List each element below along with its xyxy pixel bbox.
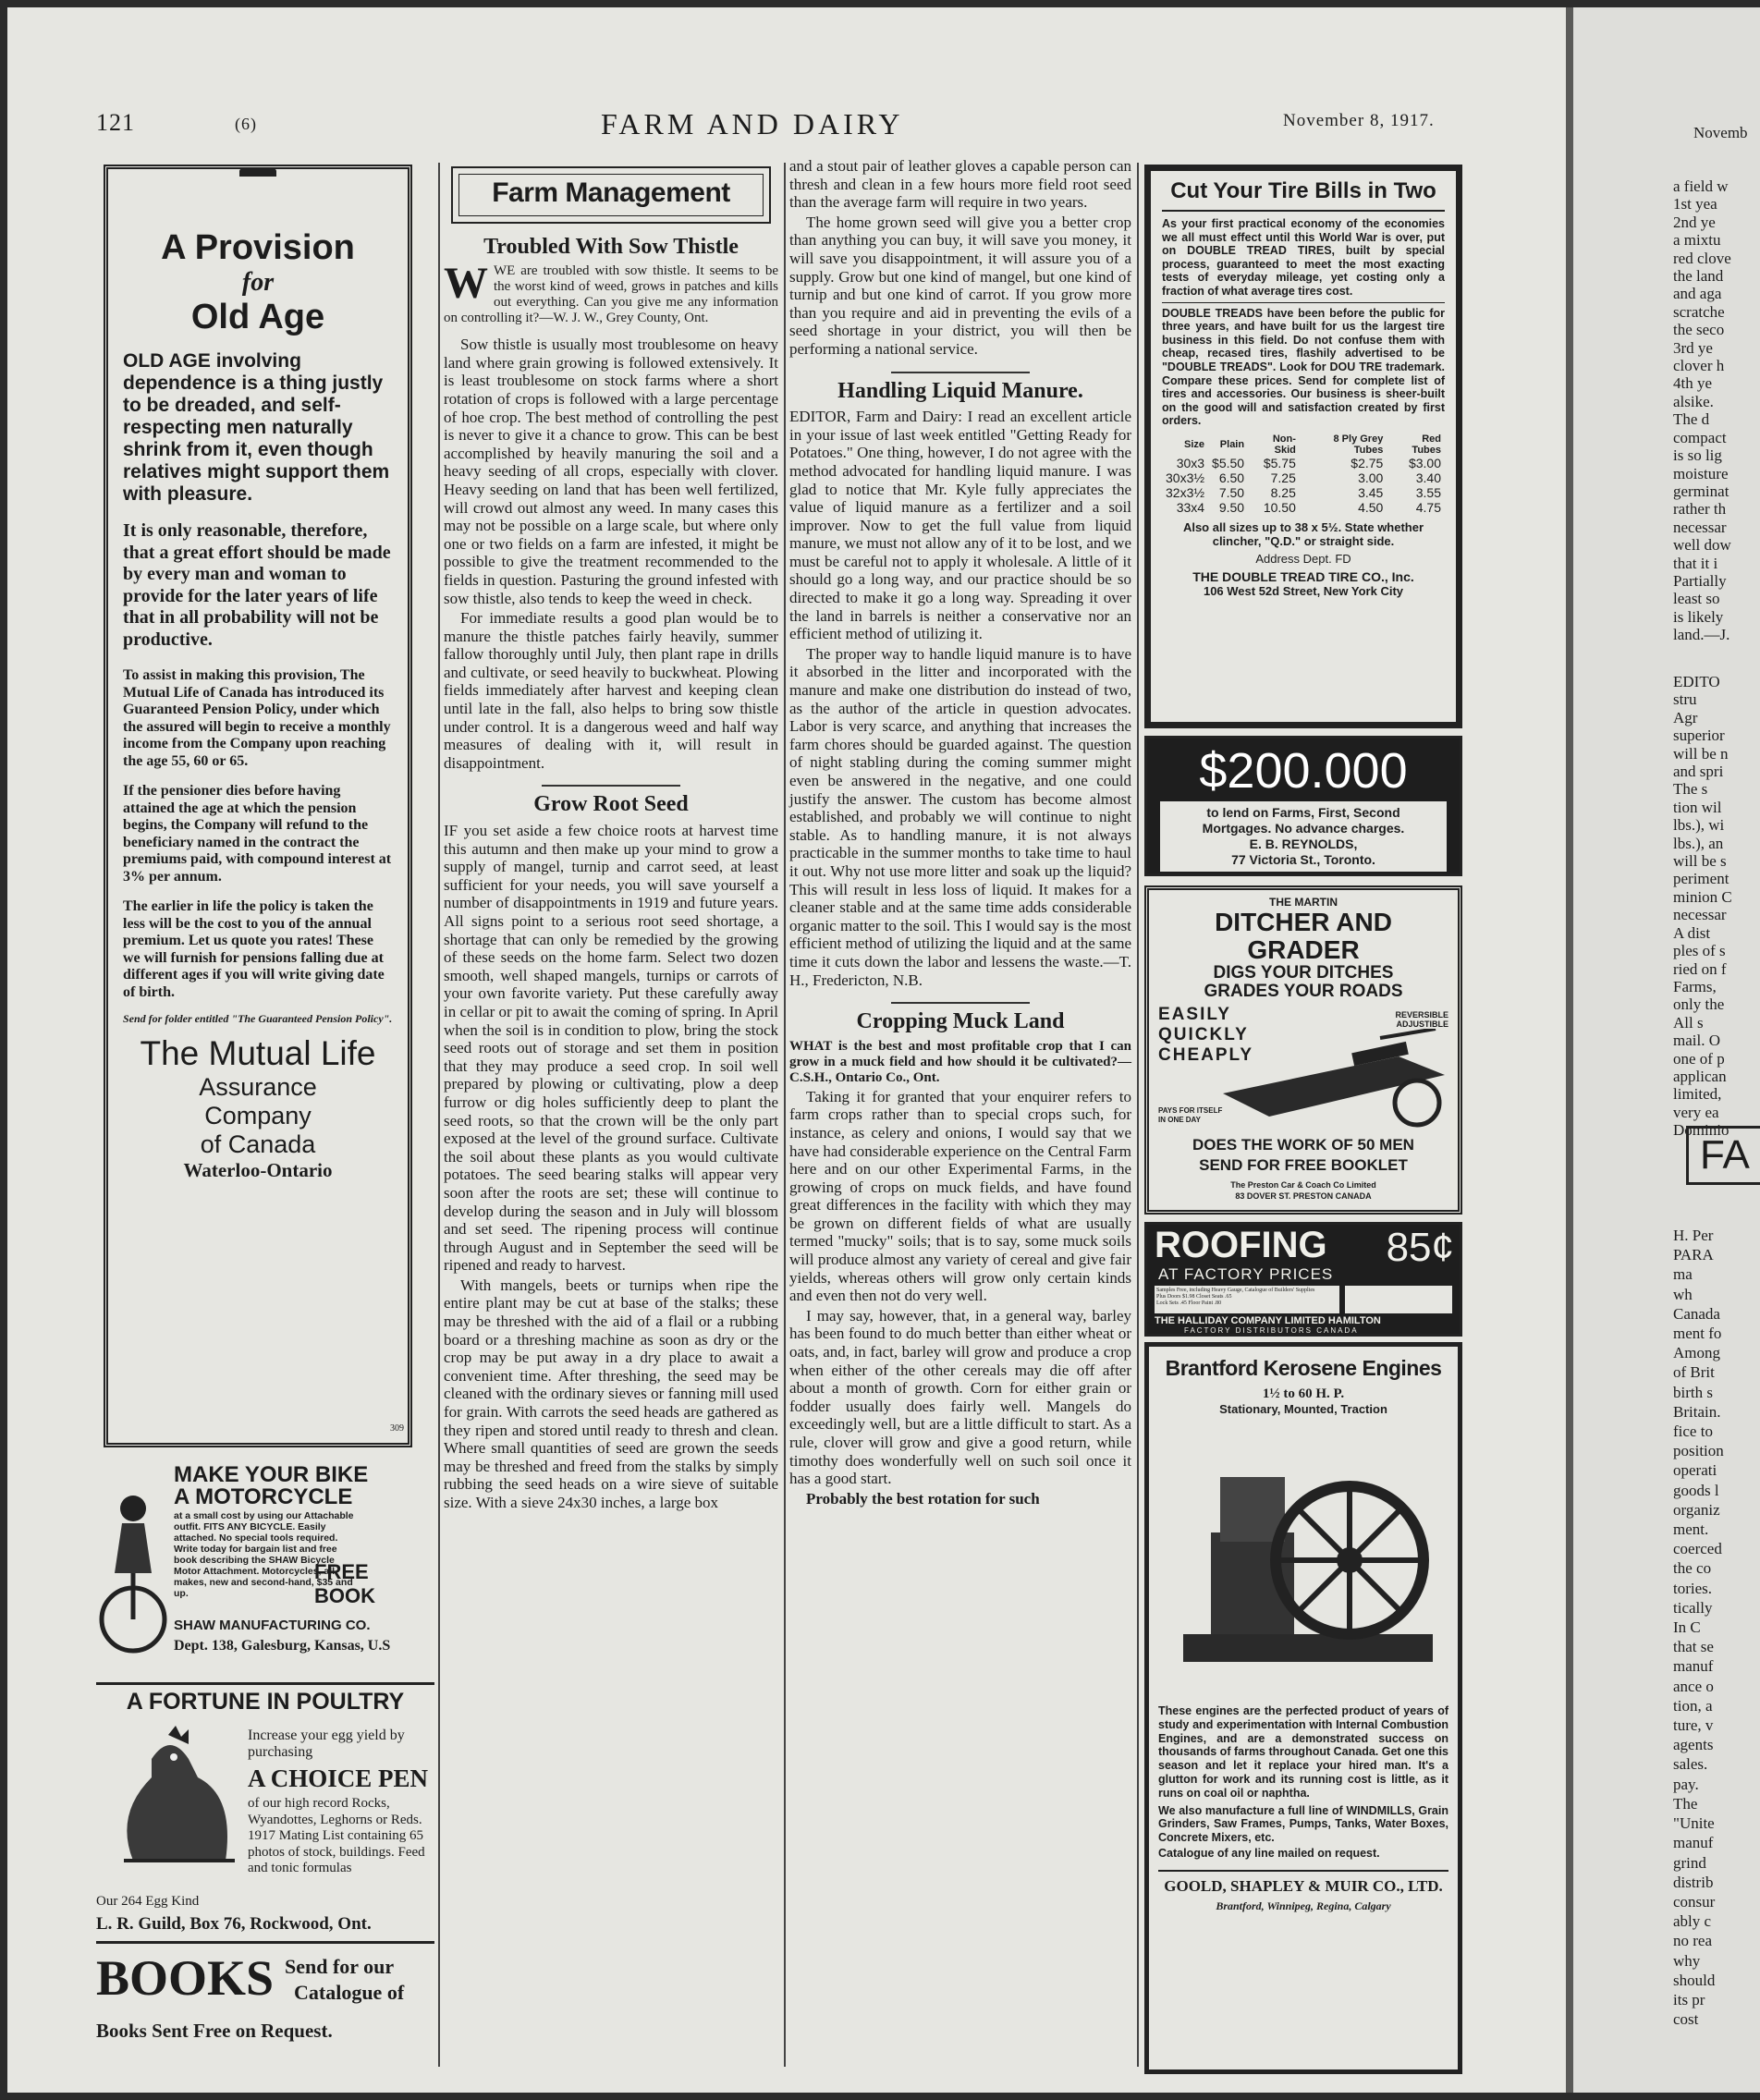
table-cell: 3.00	[1358, 470, 1384, 485]
facing-page-line: In C	[1673, 1618, 1701, 1637]
facing-page-line: fice to	[1673, 1422, 1713, 1441]
books-side-2: Catalogue of	[294, 1981, 405, 2004]
tire-para-3: Also all sizes up to 38 x 5½. State whether clincher, "Q.D." or straight side.	[1182, 519, 1424, 548]
facing-page-line: ture, v	[1673, 1716, 1714, 1735]
facing-page-line: pay.	[1673, 1775, 1699, 1793]
section-box-inner	[458, 174, 764, 216]
facing-page-line: tically	[1673, 1598, 1713, 1617]
facing-page-line: The	[1673, 1794, 1698, 1813]
page-gutter	[1566, 7, 1573, 2093]
article-column-2	[789, 157, 1131, 1509]
facing-page-line: its pr	[1673, 1990, 1705, 2008]
facing-page-line: agents	[1673, 1736, 1714, 1754]
heading-sow-thistle: Troubled With Sow Thistle	[483, 234, 739, 259]
column-rule-2	[784, 163, 786, 2067]
facing-page-line: least so	[1673, 590, 1720, 608]
masthead-title: FARM AND DAIRY	[601, 107, 904, 140]
loan-address: 77 Victoria St., Toronto.	[1231, 852, 1375, 867]
ad-title-1: A Provision	[161, 228, 355, 267]
poultry-body: of our high record Rocks, Wyandottes, Leghorns or Reds. 1917 Mating List containing 65 photos of stock, buildings. Feed and tonic formulas	[248, 1796, 425, 1875]
tire-column-header: Non-Skid	[1272, 433, 1296, 456]
brand-line-4: of Canada	[200, 1130, 316, 1158]
engine-hp: 1½ to 60 H. P.	[1262, 1386, 1345, 1401]
table-cell: 32x3½	[1166, 484, 1205, 500]
facing-page-line: ment.	[1673, 1520, 1709, 1539]
paragraph-7: EDITOR, Farm and Dairy: I read an excellent article in your issue of last week entitled "Getting Ready for Potatoes." One thing, however, I do not agree with the method advocated for handling liquid manure. I was glad to notice that Mr. Kyle fully appreciates the value of liquid manure as a fertilizer and a soil improver. Now to get the full value from liquid manure, we must not allow any of it to be lost, and we must be careful not to apply it wholesale. A little of it should go a long way, and our practice should be so directed to make it go a long way. Spreading it over the land in barrels is neither a conservative nor an efficient method of utilizing it.	[789, 408, 1131, 643]
facing-page-line: and aga	[1673, 285, 1722, 303]
facing-page-line: a mixtu	[1673, 231, 1721, 250]
facing-page-column-3	[1673, 1226, 1724, 2029]
ditcher-sub-1: DIGS YOUR DITCHES	[1213, 963, 1394, 983]
facing-page-line: cost	[1673, 2010, 1699, 2029]
facing-page-line: tion wil	[1673, 798, 1722, 816]
facing-page-line: Farms,	[1673, 977, 1717, 995]
table-cell: 6.50	[1218, 470, 1245, 485]
facing-page-line: 2nd ye	[1673, 213, 1716, 231]
facing-page-line: that it i	[1673, 554, 1718, 572]
roofing-ad	[1144, 1222, 1462, 1337]
paragraph-2: For immediate results a good plan would be to manure the thistle patches fairly heavily, summer fallow thoroughly until July, then plant rape in drills and cultivate, or seed heavily to buckwheat. Plowing fields immediately after harvest and keeping clean until late in the fall, also helps to bring sow thistle under control. It is a dangerous weed and half way measures of dealing with it, will result in disappointment.	[444, 609, 778, 772]
engine-title: Brantford Kerosene Engines	[1165, 1356, 1442, 1380]
facing-page-line: ment fo	[1673, 1325, 1722, 1343]
facing-page-line: stru	[1673, 690, 1697, 709]
facing-page-line: red clove	[1673, 249, 1731, 267]
brand-line-2: Assurance	[199, 1073, 317, 1101]
tire-table-body	[1162, 456, 1445, 515]
facing-page-line: manuf	[1673, 1834, 1714, 1852]
tire-company: THE DOUBLE TREAD TIRE CO., Inc.	[1192, 568, 1414, 584]
facing-page-line: goods l	[1673, 1481, 1719, 1499]
facing-page-line: and spri	[1673, 763, 1724, 781]
table-row	[1162, 470, 1445, 485]
facing-page-line: distrib	[1673, 1873, 1714, 1891]
roofing-company: THE HALLIDAY COMPANY LIMITED HAMILTON	[1155, 1315, 1381, 1326]
mutual-life-ad	[104, 165, 412, 1447]
facing-page-line: 3rd ye	[1673, 338, 1713, 357]
facing-page-line: consur	[1673, 1892, 1716, 1911]
ditcher-top: THE MARTIN	[1269, 896, 1338, 909]
facing-page-line: coerced	[1673, 1540, 1722, 1558]
issue-date: November 8, 1917.	[1283, 111, 1435, 130]
table-cell: 4.50	[1358, 499, 1384, 515]
engine-para-3: Catalogue of any line mailed on request.	[1158, 1846, 1380, 1860]
ornament-icon	[239, 165, 276, 177]
tire-column-header: 8 Ply Grey Tubes	[1333, 433, 1384, 456]
table-cell: 3.45	[1358, 484, 1384, 500]
facing-page-line: germinat	[1673, 482, 1729, 500]
facing-page-line: PARA	[1673, 1246, 1714, 1264]
facing-page-line: minion C	[1673, 887, 1732, 906]
paragraph-10: I may say, however, that, in a general way, barley has been found to do much better than either wheat or oats, and, in fact, barley will grow and produce a crop when either of the other cereals may die off after about a month of growth. Corn for either grain or fodder usually does fairly well. Mangels do exceedingly well, but are a little difficult to start. As a rule, clover will grow and give a good return, while timothy does wonderfully well on such soil once it has a good start.	[789, 1306, 1131, 1488]
tire-table-header	[1162, 433, 1445, 456]
ad-para-1: OLD AGE involving dependence is a thing justly to be dreaded, and self-respecting men naturally shrink from it, even though relatives might support them with pleasure.	[123, 350, 390, 505]
loan-inner	[1160, 801, 1447, 872]
facing-page-header: Novemb	[1693, 124, 1748, 141]
roofing-price-2: Lock Sets .45	[1156, 1300, 1187, 1306]
tire-rule	[1162, 302, 1445, 303]
page-sub-number: (6)	[235, 115, 257, 133]
facing-page-line: lbs.), an	[1673, 834, 1724, 852]
table-cell: 7.50	[1218, 484, 1245, 500]
facing-page-line: position	[1673, 1442, 1724, 1460]
section-title: Farm Management	[492, 177, 730, 208]
roofing-price-3: Closet Seats .65	[1196, 1294, 1232, 1300]
rooster-illustration-icon	[96, 1722, 244, 1888]
facing-page-line: The s	[1673, 780, 1708, 799]
ditcher-quickly: QUICKLY	[1158, 1025, 1249, 1044]
roofing-big: ROOFING	[1155, 1225, 1327, 1265]
facing-page-line: the co	[1673, 1559, 1712, 1578]
table-cell: $5.50	[1212, 455, 1245, 470]
loan-amount: $200.000	[1199, 743, 1408, 799]
books-side-1: Send for our	[285, 1955, 395, 1978]
facing-page-line: moisture	[1673, 464, 1729, 482]
table-row	[1162, 456, 1445, 470]
facing-page-line: All s	[1673, 1013, 1704, 1032]
divider	[542, 785, 680, 787]
tire-dept: Address Dept. FD	[1255, 551, 1351, 566]
engine-cities: Brantford, Winnipeg, Regina, Calgary	[1216, 1899, 1391, 1912]
ad-para-2: It is only reasonable, therefore, that a great effort should be made by every man and woman to provide for the later years of life that in all probability will not be productive.	[123, 520, 391, 650]
double-tread-tire-ad	[1144, 165, 1462, 728]
facing-page-line: the land	[1673, 267, 1724, 286]
table-cell: 4.75	[1415, 499, 1441, 515]
facing-page-line: wh	[1673, 1285, 1693, 1303]
choice-pen: A CHOICE PEN	[248, 1764, 429, 1792]
table-cell: $2.75	[1351, 455, 1384, 470]
facing-page-line: one of p	[1673, 1049, 1725, 1068]
facing-page-line: ance o	[1673, 1677, 1714, 1695]
paragraph-9: Taking it for granted that your enquirer refers to farm crops rather than to special crops such, for instance, as celery and onions, I would say that we have had considerable experience on the Central Farm here and on our other Experimental Farms, in the growing of crops on muck fields, and have found great differences in the facility with which they may be grown on different fields of what are usually termed "mucky" soils; that is to say, some muck soils will produce almost any variety of cereal and give fair yields, whereas others will grow only certain kinds and even then not do very well.	[789, 1087, 1131, 1305]
loan-line-2: Mortgages. No advance charges.	[1202, 821, 1405, 836]
facing-page-line: of Brit	[1673, 1363, 1715, 1382]
ditcher-reversible: REVERSIBLE ADJUSTIBLE	[1395, 1010, 1448, 1029]
ad-title-3: Old Age	[190, 298, 325, 336]
question-2: WHAT is the best and most profitable crop that I can grow in a muck field and how should it be cultivated?—C.S.H., Ontario Co., Ont.	[789, 1038, 1131, 1085]
ad-title-2: for	[241, 268, 275, 297]
table-cell: $5.75	[1263, 455, 1296, 470]
facing-page-line: is so lig	[1673, 446, 1722, 465]
brand-line-1: The Mutual Life	[140, 1034, 376, 1072]
ad-para-5: The earlier in life the policy is taken the less will be the cost to you of the annual premium. Let us quote you rates! These we will furnish for pensions falling due at different ages if you will write giving date of birth.	[123, 898, 385, 1000]
facing-page-line: clover h	[1673, 357, 1725, 375]
roofing-price-1: Plus Doors $1.98	[1156, 1294, 1195, 1300]
ditcher-sub-2: GRADES YOUR ROADS	[1204, 982, 1403, 1001]
books-bottom: Books Sent Free on Request.	[96, 2020, 333, 2042]
books-ad	[96, 1941, 434, 2056]
brantford-engine-ad	[1144, 1342, 1462, 2074]
engine-para-1: These engines are the perfected product of years of study and experimentation with Internal Combustion Engines, and are a demonstrated success on thousands of farms throughout Canada. Get one this season and let it replace your hired man. It's a glutton for work and its running cost is little, as it runs on coal oil or naphtha.	[1158, 1704, 1448, 1800]
ditcher-work: DOES THE WORK OF 50 MEN	[1192, 1136, 1414, 1154]
table-cell: $3.00	[1408, 455, 1441, 470]
divider	[891, 1002, 1030, 1004]
tire-title: Cut Your Tire Bills in Two	[1162, 178, 1445, 212]
facing-page-line: sales.	[1673, 1755, 1708, 1774]
facing-page-line: limited,	[1673, 1085, 1722, 1104]
table-cell: 9.50	[1218, 499, 1245, 515]
ad-para-3: To assist in making this provision, The Mutual Life of Canada has introduced its Guaranteed Pension Policy, under which the assured will begin to receive a monthly income from the Company upon reaching the age 55, 60 or 65.	[123, 667, 391, 769]
table-row	[1162, 485, 1445, 500]
ad-folder-note: Send for folder entitled "The Guaranteed Pension Policy".	[123, 1012, 393, 1025]
drop-cap-w: W	[444, 259, 488, 309]
facing-page-line: manuf	[1673, 1657, 1714, 1676]
poultry-title: A FORTUNE IN POULTRY	[126, 1689, 405, 1715]
tire-para-2: DOUBLE TREADS have been before the public for three years, and have built for us the largest tire business in this field. Do not confuse them with cheap, recased tires, flashily advertised to be "DOUBLE TREADS". Look for DOU TRE trademark. Compare these prices. Send for complete list of tires and accessories. Our business is sheer-built on the good will and satisfaction created by first orders.	[1162, 306, 1445, 428]
roofing-sub: AT FACTORY PRICES	[1158, 1265, 1334, 1283]
ditcher-pays: PAYS FOR ITSELF IN ONE DAY	[1158, 1106, 1223, 1124]
engine-para-2: We also manufacture a full line of WINDMILLS, Grain Grinders, Saw Frames, Pumps, Tanks, Water Boxes, Concrete Mixers, etc.	[1158, 1803, 1448, 1845]
bike-motorcycle-ad	[96, 1462, 434, 1667]
facing-page-line: ma	[1673, 1265, 1693, 1284]
engine-company: GOOLD, SHAPLEY & MUIR CO., LTD.	[1158, 1870, 1448, 1896]
facing-page-line: H. Per	[1673, 1227, 1714, 1244]
roofing-inner	[1155, 1286, 1339, 1313]
paragraph-1: Sow thistle is usually most troublesome on heavy land where grain growing is followed extensively. It is least troublesome on stock farms where a short rotation of crops is followed with a large percentage of hoe crop. The best method of controlling the pest is never to give it a chance to grow. This can be best accomplished by heavily manuring the soil and a heavy seeding of all crops, especially with clover. Heavy seeding on land that has been well fertilized, will crowd out almost any weed. In many cases this may not be possible on a large scale, but where only one or two fields on a farm are infested, it might be possible to give the treatment recommended to the fields in question. Pasturing the ground infested with sow thistle, also tends to keep the weed in check.	[444, 336, 778, 607]
facing-page-line: rather th	[1673, 500, 1727, 519]
page-number: 121	[96, 109, 135, 136]
facing-page-line: birth s	[1673, 1383, 1713, 1401]
facing-page-line: applican	[1673, 1067, 1727, 1085]
paragraph-5: and a stout pair of leather gloves a capable person can thresh and clean in a few hours more field root seed than the average farm will require in two years.	[789, 157, 1131, 212]
facing-page-line: alsike.	[1673, 392, 1714, 410]
table-cell: 30x3½	[1166, 470, 1205, 485]
loan-name: E. B. REYNOLDS,	[1249, 836, 1358, 851]
facing-page-line: operati	[1673, 1461, 1717, 1480]
paragraph-8: The proper way to handle liquid manure is to have it absorbed in the litter and incorporated with the manure and make one distribution do instead of two, as the author of the article in question advocates. Labor is very scarce, and anything that increases the farm chores should be guarded against. The question of night stabling during the coming summer might even be answered in the negative, and one could justify the answer. The custom has become almost established, and probably we will continue to night stable. As to handling manure, it is not always practicable in the summer months to take time to haul it out. Why not use more litter and soak up the liquid? This will result in less loss of liquid. It makes for a cleaner stable and at the same time adds considerable organic matter to the soil. This I would say is the most efficient method of utilizing the liquid and at the same time it cuts down the labor and lessens the waste.—T. H., Fredericton, N.B.	[789, 644, 1131, 989]
facing-page-line: well dow	[1673, 536, 1731, 555]
roofing-price-4: Floor Paint .80	[1188, 1300, 1222, 1306]
roofing-small: Samples Free, including Heavy Gauge, Catalogue of Builders' Supplies	[1156, 1288, 1315, 1293]
engine-illustration-icon	[1165, 1422, 1442, 1699]
tire-address: 106 West 52d Street, New York City	[1203, 583, 1404, 598]
facing-page-line: why	[1673, 1951, 1701, 1970]
facing-page-line: should	[1673, 1971, 1716, 1989]
facing-page-line: Among	[1673, 1344, 1720, 1362]
section-box	[451, 166, 771, 224]
facing-page-line: necessar	[1673, 906, 1727, 924]
ditcher-cheaply: CHEAPLY	[1158, 1045, 1254, 1065]
facing-page-boxed-heading	[1686, 1126, 1760, 1185]
facing-page-line: Partially	[1673, 571, 1727, 590]
tire-para-1: As your first practical economy of the economies we all must effect until this World War is over, put on DOUBLE TREAD TIRES, built by special process, guaranteed to meet the most exacting tests of everyday mileage, yet costing only a fraction of what average tires cost.	[1162, 217, 1445, 298]
facing-page-line: tion, a	[1673, 1696, 1713, 1715]
roofing-price: 85¢	[1386, 1225, 1454, 1270]
table-cell: 8.25	[1270, 484, 1296, 500]
ad-code: 309	[390, 1423, 404, 1434]
column-rule-1	[438, 163, 440, 2067]
facing-page-line: mail. O	[1673, 1032, 1720, 1050]
divider	[891, 372, 1030, 373]
facing-page-column	[1673, 177, 1731, 644]
facing-page-line: scratche	[1673, 302, 1725, 321]
table-cell: 30x3	[1176, 455, 1205, 470]
facing-page-line: will be s	[1673, 852, 1727, 871]
bike-title-2: A MOTORCYCLE	[174, 1484, 353, 1509]
engine-types: Stationary, Mounted, Traction	[1219, 1402, 1387, 1416]
table-cell: 33x4	[1176, 499, 1205, 515]
ditcher-easily: EASILY	[1158, 1005, 1231, 1024]
facing-page-column-2	[1673, 673, 1732, 1140]
heading-root-seed: Grow Root Seed	[533, 792, 689, 817]
facing-page-line: The d	[1673, 410, 1710, 429]
facing-page-line: lbs.), wi	[1673, 816, 1725, 835]
facing-page-line: superior	[1673, 726, 1725, 745]
table-row	[1162, 500, 1445, 515]
tire-price-table	[1162, 433, 1445, 515]
table-cell: 7.25	[1270, 470, 1296, 485]
paragraph-6: The home grown seed will give you a better crop than anything you can buy, it will save you money, it will save you disappointment, it will assure you of a supply. Grow but one kind of mangel, but one kind of turnip and but one kind of carrot. If you grow more than you require and aid in preventing the evils of a seed shortage in your district, you will then be performing a national service.	[789, 213, 1131, 358]
facing-page-line: Canada	[1673, 1304, 1720, 1323]
bike-address: Dept. 138, Galesburg, Kansas, U.S	[174, 1638, 391, 1654]
facing-page-fragment	[1573, 7, 1760, 2093]
question-1	[444, 259, 778, 326]
facing-page-line: Agr	[1673, 708, 1698, 726]
free-book-label: FREE BOOK	[314, 1560, 375, 1607]
facing-page-line: will be n	[1673, 744, 1729, 763]
ditcher-machine-icon	[1214, 1029, 1454, 1130]
facing-page-line: ried on f	[1673, 959, 1727, 978]
loan-ad	[1144, 736, 1462, 876]
roofing-sub2: FACTORY DISTRIBUTORS CANADA	[1184, 1326, 1359, 1335]
roofing-product-icon	[1345, 1286, 1452, 1313]
ditcher-title: DITCHER AND GRADER	[1215, 908, 1392, 964]
facing-page-line: that se	[1673, 1638, 1714, 1656]
bike-company: SHAW MANUFACTURING CO.	[174, 1618, 371, 1633]
ditcher-address: 83 DOVER ST. PRESTON CANADA	[1235, 1191, 1372, 1201]
facing-page-line: 4th ye	[1673, 374, 1713, 393]
heading-liquid-manure: Handling Liquid Manure.	[837, 378, 1083, 403]
facing-page-line: very ea	[1673, 1103, 1719, 1121]
tire-column-header: Size	[1184, 438, 1205, 450]
poultry-ad	[96, 1682, 434, 1935]
facing-page-line: a field w	[1673, 177, 1729, 195]
tire-column-header: Red Tubes	[1412, 433, 1441, 456]
brand-line-3: Company	[204, 1102, 312, 1129]
tire-column-header: Plain	[1219, 438, 1245, 450]
facing-page-line: EDITO	[1673, 673, 1720, 690]
paragraph-3: IF you set aside a few choice roots at harvest time this autumn and then make up your mind to grow a supply of mangel, turnip and carrot seed, at least sufficient for your needs, you will save yourself a number of disappointments in 1919 and future years. All signs point to a serious root seed shortage, a shortage that can only be remedied by the growing of these seeds on the home farm. Select two dozen smooth, well shaped mangels, turnips or carrots of your own favorite variety. Put these carefully away in cellar or pit to await the coming of spring. In April when the soil is in condition to plow, bring the stock seed roots out of storage and set them in position that they may produce a seed crop. In soil well prepared by plowing or cultivating, plow a deep furrow or dig holes sufficiently deep to plant the seed roots, so that the crown will be the only part exposed at the level of the ground surface. Cultivate the soil about these plants as you would cultivate potatoes. The seed bearing stalks will appear very soon after the roots are set; these will continue to develop during the season and in July will blossom and set seed. The ripening process will continue through August and in September the seed will be ripened and ready to harvest.	[444, 822, 778, 1275]
facing-page-line: 1st yea	[1673, 195, 1717, 214]
books-big: BOOKS	[96, 1950, 275, 2006]
facing-page-line: ably c	[1673, 1912, 1712, 1931]
poultry-address: L. R. Guild, Box 76, Rockwood, Ont.	[96, 1914, 372, 1934]
table-cell: 3.55	[1415, 484, 1441, 500]
poultry-caption: Our 264 Egg Kind	[96, 1894, 200, 1909]
facing-page-line: grind	[1673, 1853, 1706, 1872]
facing-page-line: land.—J.	[1673, 626, 1730, 644]
facing-page-line: Britain.	[1673, 1402, 1721, 1421]
facing-page-line: Dominio	[1673, 1121, 1729, 1140]
heading-muck-land: Cropping Muck Land	[856, 1009, 1065, 1034]
poultry-intro: Increase your egg yield by purchasing	[248, 1728, 405, 1760]
question-1-text: WE are troubled with sow thistle. It seems to be the worst kind of weed, grows in patches and kills out everything. Can you give me any information on controlling it?—W. J. W., Grey County, Ont.	[444, 263, 778, 326]
column-rule-3	[1137, 163, 1139, 2067]
facing-page-line: organiz	[1673, 1500, 1720, 1519]
paragraph-11: Probably the best rotation for such	[806, 1489, 1040, 1508]
bike-title-1: MAKE YOUR BIKE	[174, 1462, 369, 1487]
facing-page-line: the seco	[1673, 321, 1725, 339]
brand-line-5: Waterloo-Ontario	[183, 1159, 333, 1181]
facing-page-line: A dist	[1673, 923, 1711, 942]
facing-page-line: periment	[1673, 870, 1729, 888]
boxed-text: FA	[1700, 1132, 1750, 1178]
paragraph-4: With mangels, beets or turnips when ripe the entire plant may be cut at base of the stalks; these may be threshed with the aid of a flail or a rubbing board or a threshing machine as soon as dry or the crop may be put away in a dry place to await a convenient time. After threshing, the seed may be cleaned with the ordinary sieves or fanning mill used for grain. With carrots the seed heads are gathered as they ripen and stored until ready to thresh and clean. Where small quantities of seed are grown the seeds may be threshed and freed from the stalks by simply rubbing the seed heads on a wire sieve of suitable size. With a sieve 24x30 inches, a large box	[444, 1276, 778, 1511]
ditcher-grader-ad	[1144, 885, 1462, 1215]
cyclist-illustration-icon	[96, 1471, 170, 1656]
table-cell: 3.40	[1415, 470, 1441, 485]
facing-page-line: is likely	[1673, 607, 1724, 626]
ditcher-send: SEND FOR FREE BOOKLET	[1199, 1156, 1408, 1174]
table-cell: 10.50	[1263, 499, 1296, 515]
loan-line-1: to lend on Farms, First, Second	[1206, 805, 1400, 820]
article-column-1	[444, 166, 778, 1514]
facing-page-line: "Unite	[1673, 1814, 1715, 1833]
ditcher-company: The Preston Car & Coach Co Limited	[1230, 1180, 1376, 1190]
facing-page-line: tories.	[1673, 1579, 1713, 1597]
ad-para-4: If the pensioner dies before having attained the age at which the pension begins, the Company will refund to the beneficiary named in the contract the premiums paid, with compound interest at 3% per annum.	[123, 783, 392, 885]
facing-page-line: no rea	[1673, 1932, 1713, 1950]
bike-body-text: at a small cost by using our Attachable outfit. FITS ANY BICYCLE. Easily attached. No special tools required. Write today for bargain list and free book describing the SHAW Bicycle Motor Attachment. Motorcycles, all makes, new and second-hand, $35 and up.	[174, 1510, 354, 1599]
facing-page-line: necessar	[1673, 518, 1727, 536]
facing-page-line: ples of s	[1673, 942, 1726, 960]
facing-page-line: only the	[1673, 995, 1725, 1014]
facing-page-line: compact	[1673, 428, 1727, 446]
